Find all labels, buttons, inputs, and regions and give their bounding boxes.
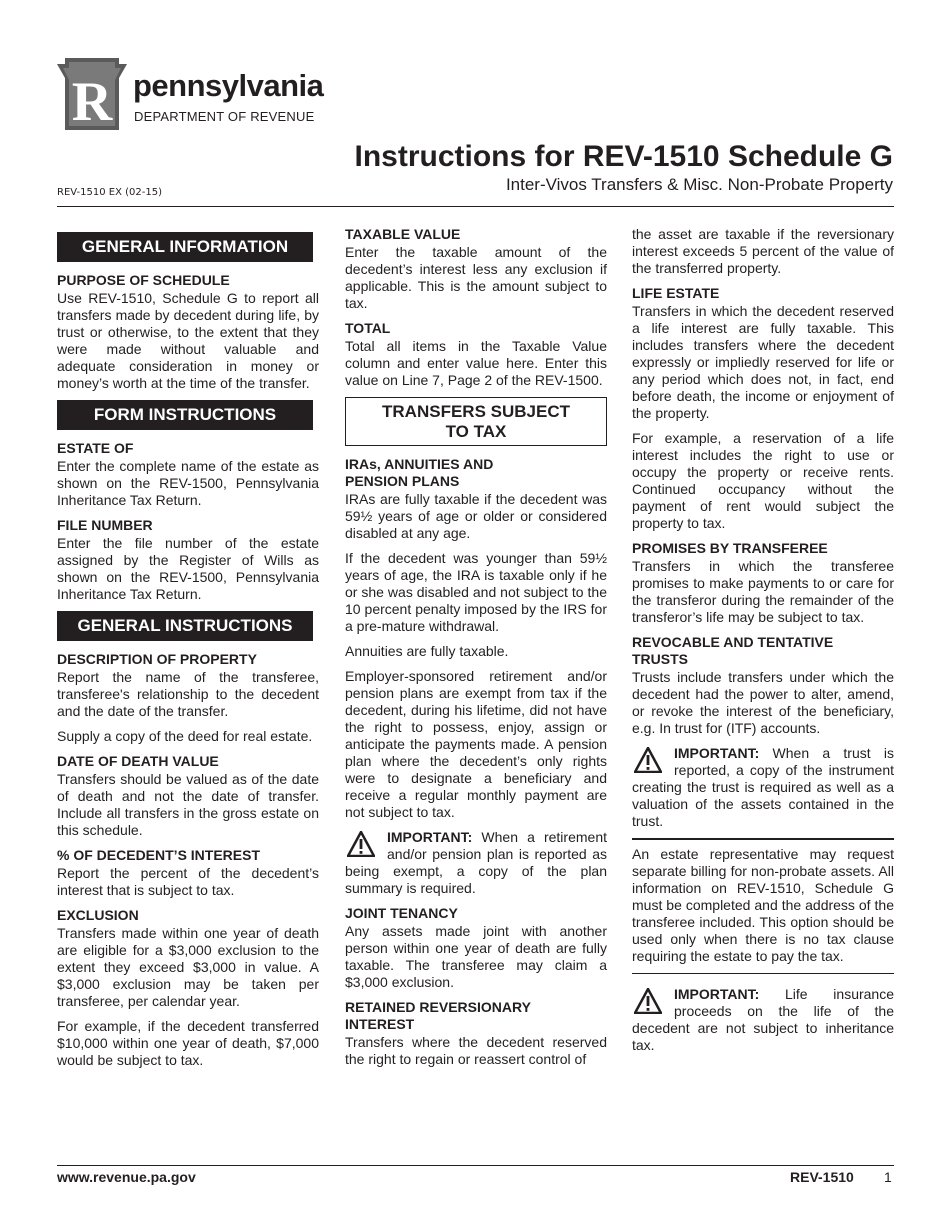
section-transfers-subject bbox=[345, 397, 607, 446]
heading-taxable-value: TAXABLE VALUE bbox=[345, 226, 461, 242]
section-form-instructions: FORM INSTRUCTIONS bbox=[57, 400, 313, 430]
keystone-icon bbox=[57, 58, 127, 130]
divider bbox=[632, 973, 894, 974]
text-exclusion: Transfers made within one year of death are eligible for a $3,000 exclusion to the extent they exceed $3,000 in value. A $3,000 exclusion may be taken per transferee, per calendar year. bbox=[57, 925, 319, 1009]
warning-icon bbox=[634, 988, 662, 1014]
page-title: Instructions for REV-1510 Schedule G bbox=[354, 140, 893, 173]
text-estate-representative: An estate representative may request separate billing for non-probate assets. All information on REV-1510, Schedule G must be completed and the address of the transferee included. This option should be used only when there is no tax clause requiring the estate to pay the tax. bbox=[632, 846, 894, 964]
text-retained-continued: the asset are taxable if the reversionary interest exceeds 5 percent of the value of the transferred property. bbox=[632, 226, 894, 276]
footer-website-link[interactable]: www.revenue.pa.gov bbox=[57, 1169, 196, 1185]
department-name: DEPARTMENT OF REVENUE bbox=[134, 109, 315, 124]
important-note-pension bbox=[345, 829, 607, 897]
text-annuities: Annuities are fully taxable. bbox=[345, 643, 509, 659]
column-3 bbox=[632, 226, 894, 1062]
header-divider bbox=[57, 206, 894, 207]
heading-purpose: PURPOSE OF SCHEDULE bbox=[57, 272, 230, 288]
text-total: Total all items in the Taxable Value column and enter value here. Enter this value on Line 7, Page 2 of the REV-1500. bbox=[345, 338, 607, 388]
heading-date-of-death: DATE OF DEATH VALUE bbox=[57, 753, 219, 769]
column-2 bbox=[345, 226, 607, 1076]
heading-exclusion: EXCLUSION bbox=[57, 907, 139, 923]
box-line-2: TO TAX bbox=[445, 422, 507, 441]
brand-name: pennsylvania bbox=[133, 68, 324, 103]
text-purpose: Use REV-1510, Schedule G to report all transfers made by decedent during life, by trust or otherwise, to the extent that they were made without valuable and adequate consideration in money or money’s worth at the time of the transfer. bbox=[57, 290, 319, 391]
page-number: 1 bbox=[884, 1169, 892, 1185]
important-text: Life insurance proceeds on the life of the decedent are not subject to inheritance tax. bbox=[632, 986, 895, 1053]
important-label: IMPORTANT: bbox=[387, 829, 473, 845]
heading-file-number: FILE NUMBER bbox=[57, 517, 153, 533]
text-description: Report the name of the transferee, transferee's relationship to the decedent and the date of the transfer. bbox=[57, 669, 319, 719]
text-employer-plans: Employer-sponsored retirement and/or pension plans are exempt from tax if the decedent, during his lifetime, did not have the right to possess, enjoy, assign or anticipate the payments made. A pension plan where the decedent’s only rights were to designate a beneficiary and receive a regular monthly payment are not subject to tax. bbox=[345, 668, 607, 820]
section-general-instructions: GENERAL INSTRUCTIONS bbox=[57, 611, 313, 641]
text-date-of-death: Transfers should be valued as of the date of death and not the date of transfer. Include all transfers in the gross estate on this schedule. bbox=[57, 771, 319, 838]
warning-icon bbox=[347, 831, 375, 857]
important-label: IMPORTANT: bbox=[674, 745, 760, 761]
heading-promises: PROMISES BY TRANSFEREE bbox=[632, 540, 828, 556]
important-note-trust bbox=[632, 745, 894, 830]
logo-letter: R bbox=[71, 71, 113, 130]
important-text: When a retirement and/or pension plan is reported as being exempt, a copy of the plan summary is required. bbox=[345, 829, 607, 896]
text-joint-tenancy: Any assets made joint with another person within one year of death are fully taxable. The transferee may claim a $3,000 exclusion. bbox=[345, 923, 607, 990]
heading-retained-interest: RETAINED REVERSIONARY INTEREST bbox=[345, 999, 531, 1032]
box-line-1: TRANSFERS SUBJECT bbox=[382, 402, 570, 421]
text-description-deed: Supply a copy of the deed for real estate. bbox=[57, 728, 313, 744]
footer-form-number: REV-1510 bbox=[790, 1169, 854, 1185]
text-retained-interest: Transfers where the decedent reserved the right to regain or reassert control of bbox=[345, 1034, 607, 1067]
text-iras: IRAs are fully taxable if the decedent was 59½ years of age or older or considered disabled at any age. bbox=[345, 491, 607, 541]
footer-divider bbox=[57, 1165, 894, 1166]
heading-percent-interest: % OF DECEDENT’S INTEREST bbox=[57, 847, 261, 863]
text-exclusion-example: For example, if the decedent transferred $10,000 within one year of death, $7,000 would be subject to tax. bbox=[57, 1018, 319, 1068]
text-taxable-value: Enter the taxable amount of the decedent’s interest less any exclusion if applicable. This is the amount subject to tax. bbox=[345, 244, 607, 311]
column-1 bbox=[57, 226, 319, 1077]
text-life-estate-example: For example, a reservation of a life interest includes the right to use or occupy the property or receive rents. Continued occupancy without the payment of rent would subject the property to tax. bbox=[632, 430, 894, 531]
text-iras-younger: If the decedent was younger than 59½ years of age, the IRA is taxable only if he or she was disabled and not subject to the 10 percent penalty imposed by the IRS for a pre-mature withdrawal. bbox=[345, 550, 607, 634]
text-estate-of: Enter the complete name of the estate as shown on the REV-1500, Pennsylvania Inheritance Tax Return. bbox=[57, 458, 319, 508]
warning-icon bbox=[634, 747, 662, 773]
important-label: IMPORTANT: bbox=[674, 986, 760, 1002]
section-general-information: GENERAL INFORMATION bbox=[57, 232, 313, 262]
text-percent-interest: Report the percent of the decedent’s interest that is subject to tax. bbox=[57, 865, 319, 898]
heading-total: TOTAL bbox=[345, 320, 391, 336]
important-note-life-insurance bbox=[632, 986, 894, 1054]
heading-description: DESCRIPTION OF PROPERTY bbox=[57, 651, 257, 667]
text-promises: Transfers in which the transferee promises to make payments to or care for the transferor during the remainder of the transferor’s life may be subject to tax. bbox=[632, 558, 894, 625]
heading-joint-tenancy: JOINT TENANCY bbox=[345, 905, 458, 921]
text-life-estate: Transfers in which the decedent reserved a life interest are fully taxable. This includes transfers where the decedent expressly or impliedly reserved for life or any period which does not, in fact, end before death, the income or enjoyment of the property. bbox=[632, 303, 894, 421]
page-subtitle: Inter-Vivos Transfers & Misc. Non-Probate Property bbox=[505, 175, 893, 194]
divider bbox=[632, 838, 894, 840]
important-text: When a trust is reported, a copy of the instrument creating the trust is required as well as a valuation of the assets contained in the trust. bbox=[632, 745, 894, 829]
form-number: REV-1510 EX (02-15) bbox=[57, 187, 162, 198]
heading-estate-of: ESTATE OF bbox=[57, 440, 134, 456]
heading-life-estate: LIFE ESTATE bbox=[632, 285, 720, 301]
text-file-number: Enter the file number of the estate assigned by the Register of Wills as shown on the REV-1500, Pennsylvania Inheritance Tax Return. bbox=[57, 535, 319, 602]
heading-revocable-trusts: REVOCABLE AND TENTATIVE TRUSTS bbox=[632, 634, 834, 667]
text-revocable-trusts: Trusts include transfers under which the decedent had the power to alter, amend, or revoke the interest of the beneficiary, e.g. In trust for (ITF) accounts. bbox=[632, 669, 894, 736]
heading-iras: IRAs, ANNUITIES AND PENSION PLANS bbox=[345, 456, 494, 489]
pa-revenue-logo bbox=[57, 58, 377, 132]
